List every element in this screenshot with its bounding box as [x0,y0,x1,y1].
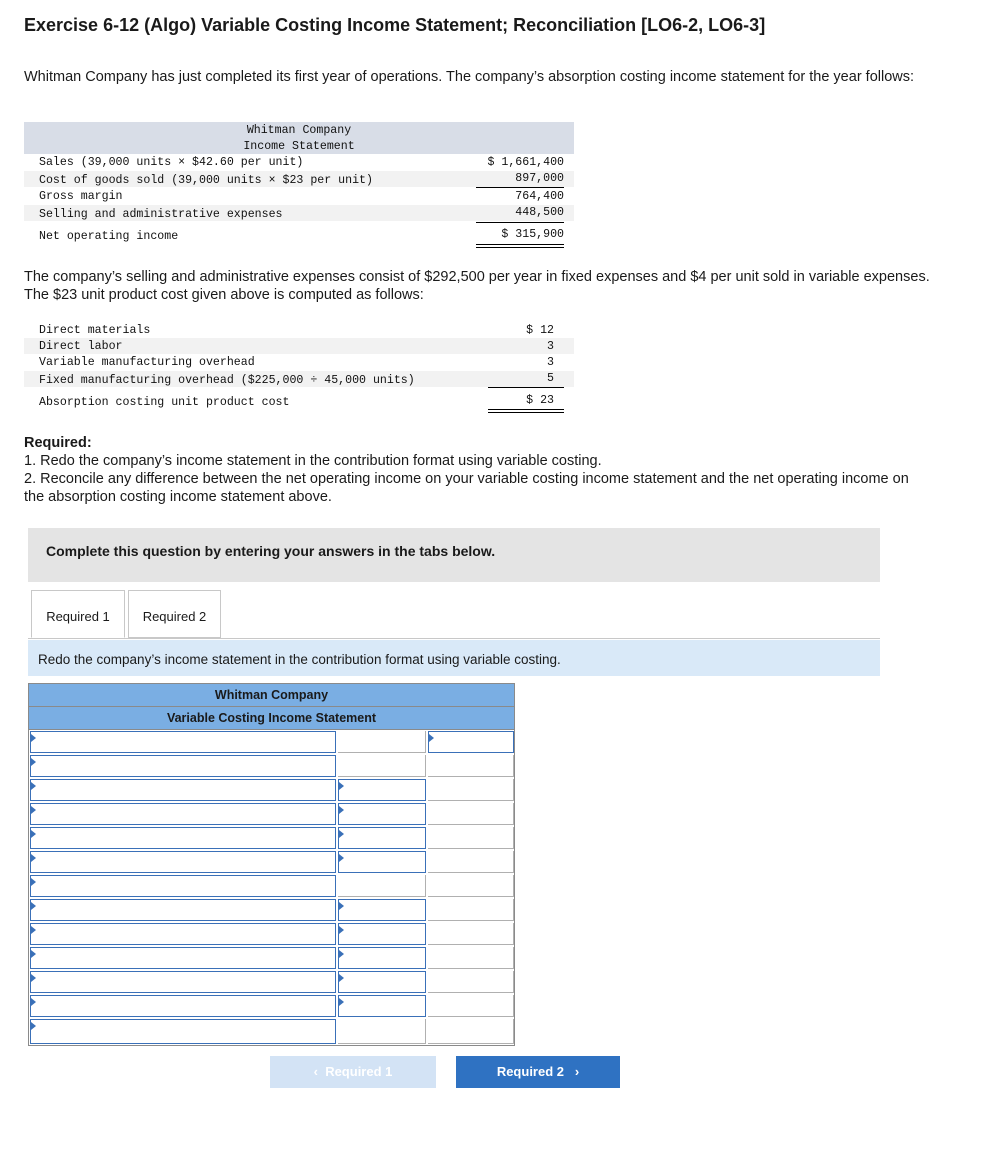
line-item-label-input[interactable] [30,923,336,945]
line-item-label-input[interactable] [30,899,336,921]
statement-title: Income Statement [243,140,355,153]
amount-input[interactable] [338,851,426,873]
unit-cost-value: 5 [547,372,554,385]
dropdown-marker-icon [339,830,344,838]
dropdown-marker-icon [31,782,36,790]
dropdown-marker-icon [31,806,36,814]
line-item-label-input[interactable] [30,971,336,993]
total-cell [428,827,514,849]
unit-cost-value: 3 [547,340,554,353]
tab-label: Required 1 [46,609,110,624]
total-cell [428,995,514,1017]
page-title: Exercise 6-12 (Algo) Variable Costing Income Statement; Reconciliation [LO6-2, LO6-3] [24,15,766,35]
dropdown-marker-icon [339,950,344,958]
total-cell [428,971,514,993]
statement-company: Whitman Company [246,124,352,137]
dropdown-marker-icon [339,926,344,934]
line-item-label-input[interactable] [30,947,336,969]
amount-input[interactable] [338,923,426,945]
unit-cost-value: $ 12 [526,324,554,337]
amount-input[interactable] [338,779,426,801]
tab-divider [28,638,880,639]
total-cell [428,923,514,945]
dropdown-marker-icon [339,974,344,982]
unit-cost-label: Direct labor [39,340,123,353]
double-underline [488,409,564,410]
dropdown-marker-icon [31,902,36,910]
unit-cost-value: 3 [547,356,554,369]
statement-row-value: 897,000 [515,172,564,185]
amount-input[interactable] [338,827,426,849]
intro-text: Whitman Company has just completed its first year of operations. The company’s absorption costing income statement for the year follows: [24,69,915,85]
total-cell [428,779,514,801]
dropdown-marker-icon [339,806,344,814]
next-button-label: Required 2 [496,1064,564,1079]
cost-explanation-text: The company’s selling and administrative expenses consist of $292,500 per year in fixed expenses and $4 per unit sold in variable expenses. The $23 unit product cost given above is computed as follows: [24,269,930,303]
prev-button[interactable] [270,1056,436,1088]
amount-input[interactable] [338,803,426,825]
double-underline [488,412,564,413]
amount-input[interactable] [338,947,426,969]
total-cell [428,803,514,825]
dropdown-marker-icon [31,878,36,886]
answer-grid [28,729,515,1046]
dropdown-marker-icon [31,926,36,934]
underline [476,222,564,223]
tab-instruction [28,640,880,676]
dropdown-marker-icon [31,998,36,1006]
statement-row-label: Selling and administrative expenses [39,208,283,221]
amount-input[interactable] [338,971,426,993]
dropdown-marker-icon [31,854,36,862]
chevron-left-icon: ‹ [313,1064,318,1079]
line-item-label-input[interactable] [30,875,336,897]
prev-button-label: Required 1 [325,1064,393,1079]
dropdown-marker-icon [339,902,344,910]
double-underline [476,247,564,248]
chevron-right-icon: › [574,1064,580,1079]
form-company-header: Whitman Company [28,683,515,707]
required-item-1: 1. Redo the company’s income statement in the contribution format using variable costing. [24,453,602,469]
form-statement-header: Variable Costing Income Statement [28,706,515,730]
amount-input[interactable] [338,995,426,1017]
unit-cost-label: Direct materials [39,324,151,337]
line-item-label-input[interactable] [30,755,336,777]
required-heading: Required: [24,435,92,451]
dropdown-marker-icon [339,782,344,790]
dropdown-marker-icon [31,758,36,766]
statement-row-value: 764,400 [515,190,564,203]
total-cell [428,851,514,873]
total-cell [428,875,514,897]
unit-cost-value: $ 23 [526,394,554,407]
total-cell [428,947,514,969]
underline [488,387,564,388]
dropdown-marker-icon [31,1022,36,1030]
line-item-label-input[interactable] [30,851,336,873]
amount-cell [338,875,426,897]
unit-cost-label: Absorption costing unit product cost [39,396,290,409]
dropdown-marker-icon [31,830,36,838]
statement-row-value: $ 1,661,400 [487,156,564,169]
double-underline [476,244,564,245]
line-item-label-input[interactable] [30,1019,336,1044]
line-item-label-input[interactable] [30,803,336,825]
total-input[interactable] [428,731,514,753]
line-item-label-input[interactable] [30,779,336,801]
amount-cell [338,1019,426,1044]
amount-input[interactable] [338,899,426,921]
total-cell [428,1019,514,1044]
tab-instruction-text: Redo the company’s income statement in the contribution format using variable costing. [38,652,561,667]
tab-label: Required 2 [142,609,207,624]
line-item-label-input[interactable] [30,731,336,753]
statement-row-label: Sales (39,000 units × $42.60 per unit) [39,156,304,169]
dropdown-marker-icon [429,734,434,742]
banner-text: Complete this question by entering your answers in the tabs below. [46,543,496,559]
unit-cost-label: Variable manufacturing overhead [39,356,255,369]
dropdown-marker-icon [31,974,36,982]
next-button[interactable] [456,1056,620,1088]
statement-row-label: Gross margin [39,190,123,203]
tab-required-1[interactable] [31,590,125,638]
required-item-2: 2. Reconcile any difference between the net operating income on your variable costing income statement and the net operating income on the absorption costing income statement above. [24,471,909,505]
dropdown-marker-icon [31,950,36,958]
dropdown-marker-icon [339,998,344,1006]
amount-cell [338,755,426,777]
unit-cost-label: Fixed manufacturing overhead ($225,000 ÷ 45,000 units) [39,374,415,387]
dropdown-marker-icon [31,734,36,742]
amount-cell [338,731,426,753]
line-item-label-input[interactable] [30,827,336,849]
statement-row-label: Cost of goods sold (39,000 units × $23 per unit) [39,174,373,187]
statement-row-value: 448,500 [515,206,564,219]
statement-row-label: Net operating income [39,230,179,243]
underline [476,187,564,188]
total-cell [428,899,514,921]
line-item-label-input[interactable] [30,995,336,1017]
tab-required-2[interactable] [128,590,221,638]
statement-row-value: $ 315,900 [501,228,564,241]
total-cell [428,755,514,777]
instructions-banner [28,528,880,582]
dropdown-marker-icon [339,854,344,862]
